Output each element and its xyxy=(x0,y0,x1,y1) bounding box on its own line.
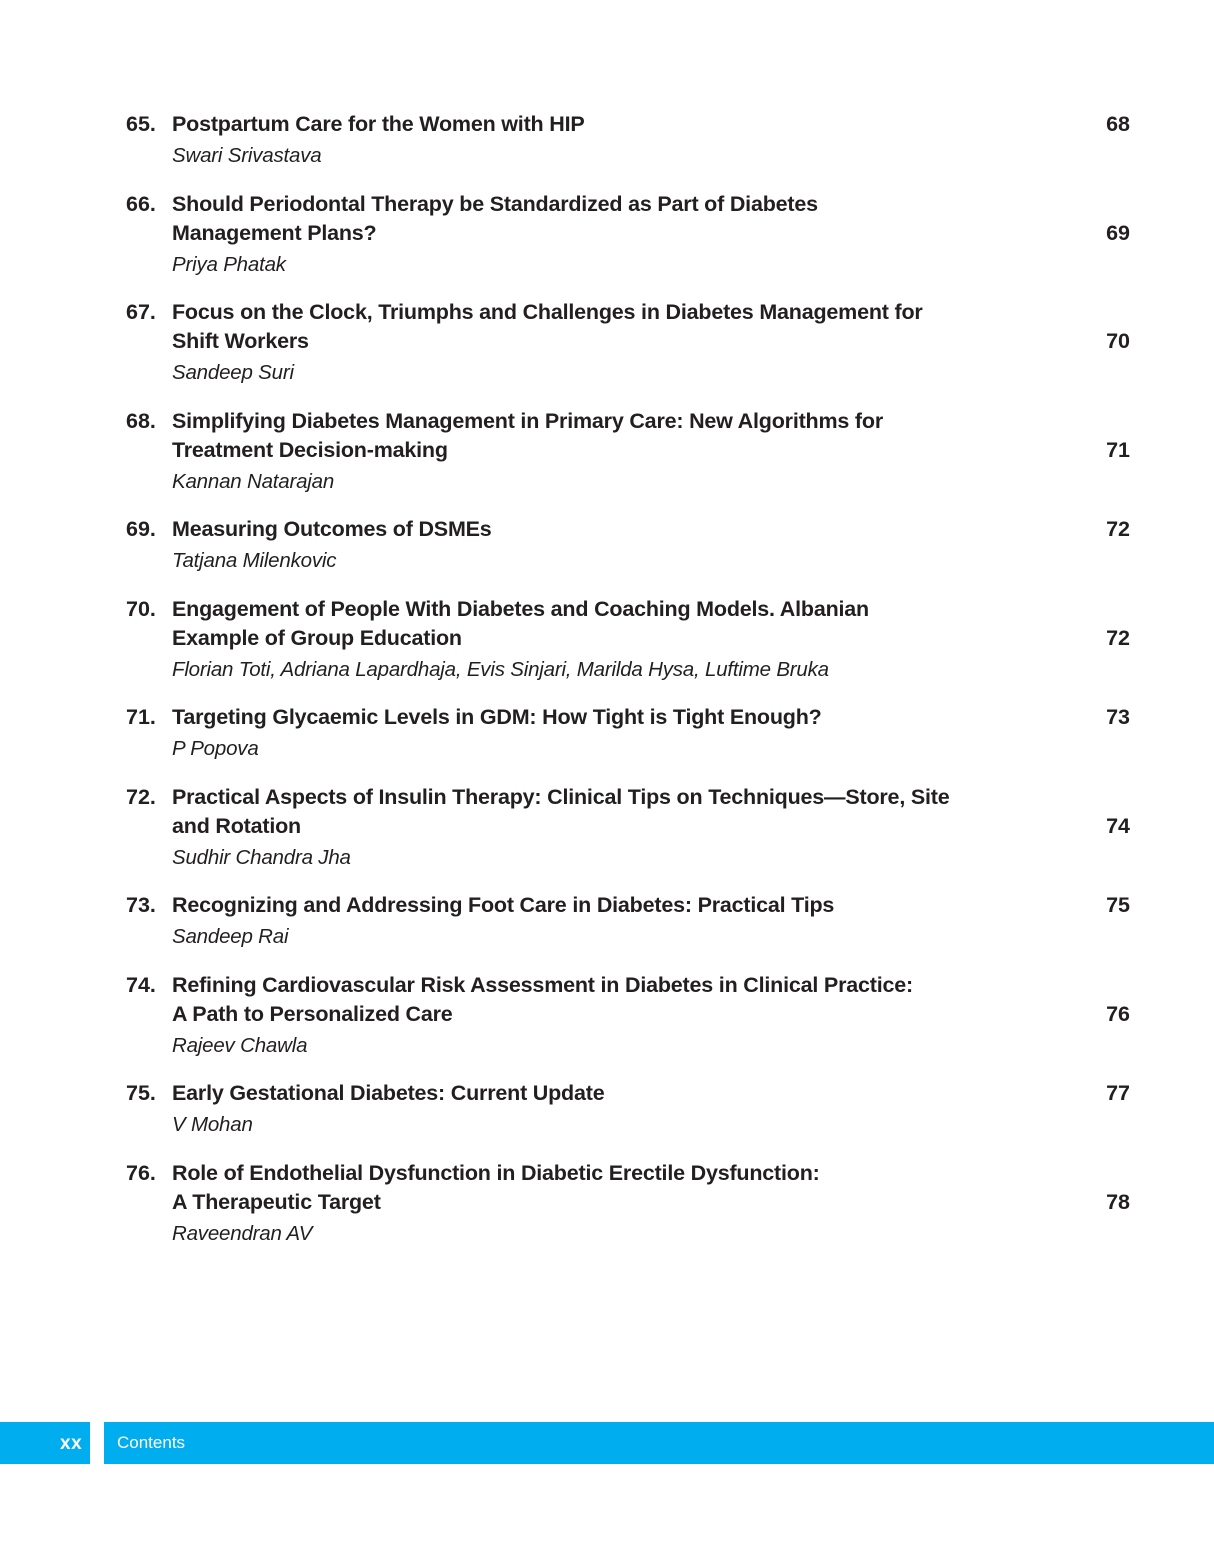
entry-number: 74. xyxy=(126,973,156,997)
entry-number: 69. xyxy=(126,517,156,541)
entry-title[interactable] xyxy=(172,783,950,841)
entry-title-line: Postpartum Care for the Women with HIP xyxy=(172,112,585,136)
entry-title[interactable] xyxy=(172,595,869,653)
entry-page-number: 75 xyxy=(1106,893,1130,917)
entry-number: 75. xyxy=(126,1081,156,1105)
entry-title[interactable] xyxy=(172,971,913,1029)
entry-author: Sandeep Rai xyxy=(172,925,289,948)
entry-page-number: 68 xyxy=(1106,112,1130,136)
entry-title-line: Targeting Glycaemic Levels in GDM: How Tight is Tight Enough? xyxy=(172,705,822,729)
entry-author: Priya Phatak xyxy=(172,253,286,276)
entry-page-number: 72 xyxy=(1106,626,1130,650)
entry-title-line: Practical Aspects of Insulin Therapy: Clinical Tips on Techniques—Store, Site xyxy=(172,785,950,809)
entry-page-number: 72 xyxy=(1106,517,1130,541)
entry-title-line: Example of Group Education xyxy=(172,626,462,650)
entry-title[interactable] xyxy=(172,1159,820,1217)
entry-author: P Popova xyxy=(172,737,259,760)
entry-page-number: 77 xyxy=(1106,1081,1130,1105)
entry-title-line: Role of Endothelial Dysfunction in Diabetic Erectile Dysfunction: xyxy=(172,1161,820,1185)
entry-number: 67. xyxy=(126,300,156,324)
entry-title-line: A Path to Personalized Care xyxy=(172,1002,453,1026)
entry-title-line: A Therapeutic Target xyxy=(172,1190,381,1214)
entry-title[interactable] xyxy=(172,515,492,544)
running-footer-label: Contents xyxy=(117,1433,186,1452)
entry-title-line: Management Plans? xyxy=(172,221,377,245)
entry-author: Raveendran AV xyxy=(172,1222,313,1245)
entry-title-line: Measuring Outcomes of DSMEs xyxy=(172,517,492,541)
entry-page-number: 69 xyxy=(1106,221,1130,245)
entry-author: Swari Srivastava xyxy=(172,144,322,167)
entry-number: 76. xyxy=(126,1161,156,1185)
entry-title-line: Should Periodontal Therapy be Standardized as Part of Diabetes xyxy=(172,192,818,216)
entry-page-number: 74 xyxy=(1106,814,1130,838)
entry-title-line: Recognizing and Addressing Foot Care in Diabetes: Practical Tips xyxy=(172,893,835,917)
entry-page-number: 76 xyxy=(1106,1002,1130,1026)
entry-title[interactable] xyxy=(172,703,822,732)
entry-number: 65. xyxy=(126,112,156,136)
entry-page-number: 71 xyxy=(1106,438,1130,462)
entry-title-line: Simplifying Diabetes Management in Primary Care: New Algorithms for xyxy=(172,409,883,433)
entry-title-line: Focus on the Clock, Triumphs and Challenges in Diabetes Management for xyxy=(172,300,923,324)
folio-box xyxy=(0,1422,90,1464)
entry-title[interactable] xyxy=(172,1079,604,1108)
entry-title-line: and Rotation xyxy=(172,814,301,838)
entry-title[interactable] xyxy=(172,190,818,248)
entry-number: 73. xyxy=(126,893,156,917)
footer-divider xyxy=(90,1422,104,1464)
entry-title[interactable] xyxy=(172,407,883,465)
entry-author: Sandeep Suri xyxy=(172,361,294,384)
entry-number: 66. xyxy=(126,192,156,216)
entry-number: 71. xyxy=(126,705,156,729)
entry-author: Sudhir Chandra Jha xyxy=(172,846,351,869)
entry-author: Tatjana Milenkovic xyxy=(172,549,337,572)
page-folio: xx xyxy=(60,1433,83,1454)
entry-number: 70. xyxy=(126,597,156,621)
entry-page-number: 70 xyxy=(1106,329,1130,353)
entry-title[interactable] xyxy=(172,298,923,356)
entry-title-line: Refining Cardiovascular Risk Assessment in Diabetes in Clinical Practice: xyxy=(172,973,913,997)
entry-number: 72. xyxy=(126,785,156,809)
entry-title[interactable] xyxy=(172,110,585,139)
entry-title-line: Early Gestational Diabetes: Current Update xyxy=(172,1081,605,1105)
entry-title-line: Shift Workers xyxy=(172,329,309,353)
entry-author: Rajeev Chawla xyxy=(172,1034,308,1057)
entry-author: Kannan Natarajan xyxy=(172,470,335,493)
entry-author: V Mohan xyxy=(172,1113,253,1136)
page-footer xyxy=(0,1422,1214,1464)
entry-number: 68. xyxy=(126,409,156,433)
entry-title-line: Engagement of People With Diabetes and Coaching Models. Albanian xyxy=(172,597,869,621)
entry-title-line: Treatment Decision-making xyxy=(172,438,448,462)
entry-page-number: 73 xyxy=(1106,705,1130,729)
entry-author: Florian Toti, Adriana Lapardhaja, Evis Sinjari, Marilda Hysa, Luftime Bruka xyxy=(172,658,829,681)
entry-page-number: 78 xyxy=(1106,1190,1130,1214)
entry-title[interactable] xyxy=(172,891,834,920)
